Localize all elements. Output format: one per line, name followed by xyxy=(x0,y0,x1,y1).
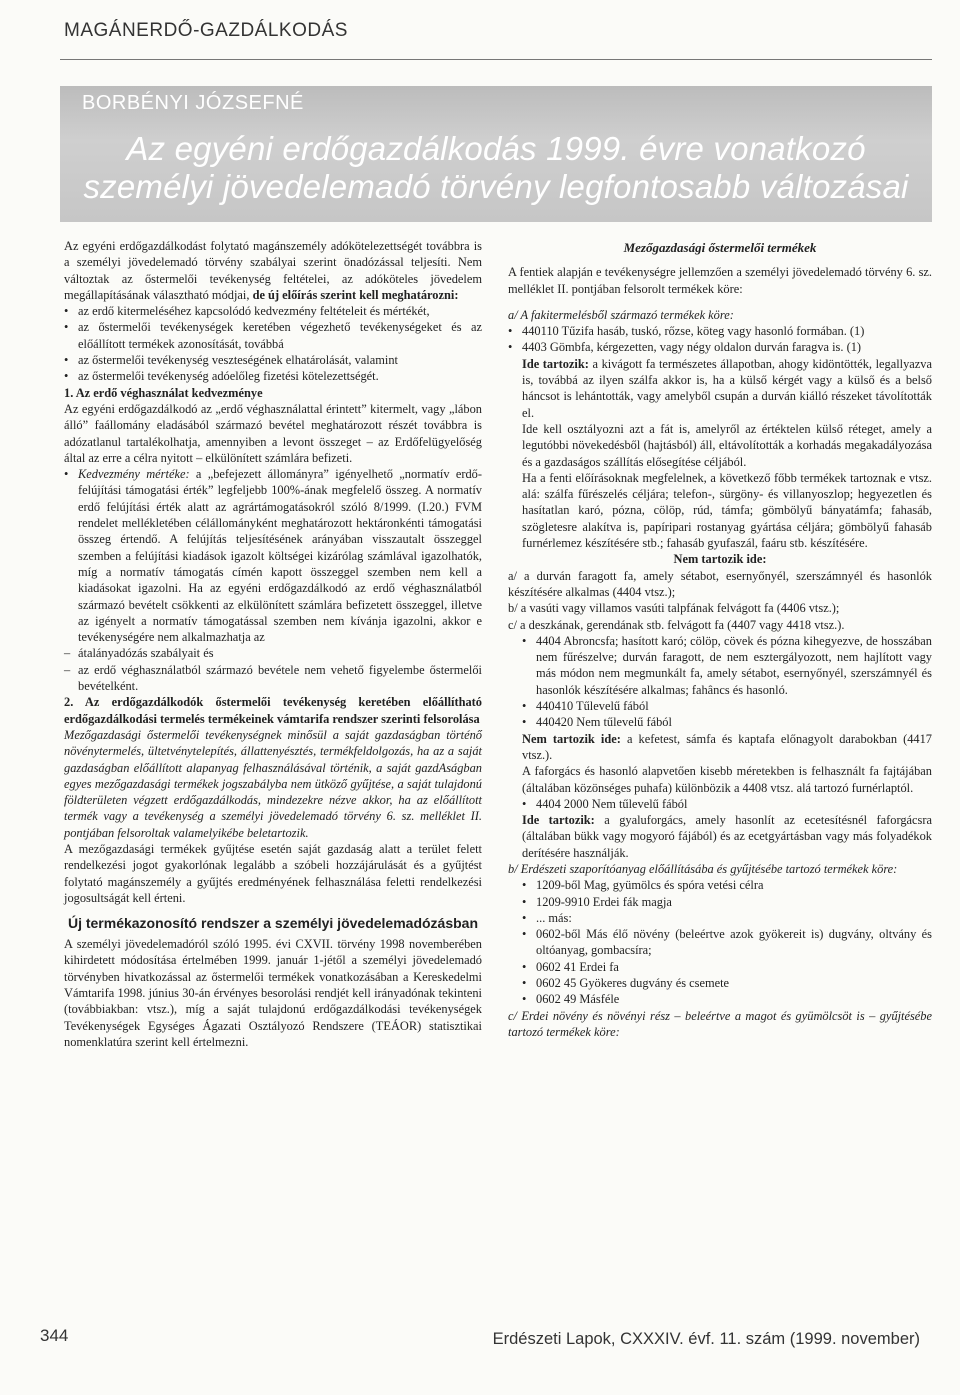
list-item: • az erdő kitermeléséhez kapcsolódó kedvezmény feltételeit és mértékét, xyxy=(64,303,482,319)
left-column xyxy=(64,238,482,1050)
paragraph: c/ a deszkának, gerendának stb. felvágott fa (4407 vagy 4418 vtsz.). xyxy=(508,617,845,632)
list-item: – az erdő véghasználatból származó bevétele nem vehető figyelembe őstermelői bevételként. xyxy=(64,662,482,695)
paragraph: A fentiek alapján e tevékenységre jellemzően a személyi jövedelemadó törvény 6. sz. melléklet II. pontjában felsorolt termékek köre: xyxy=(508,265,932,296)
list-item: • 440110 Tűzifa hasáb, tuskó, rőzse, köteg vagy hasonló formában. (1) xyxy=(508,323,932,339)
heading-3: Új termékazonosító rendszer a személyi jövedelemadózásban xyxy=(67,915,479,932)
journal-citation: Erdészeti Lapok, CXXXIV. évf. 11. szám (1999. november) xyxy=(492,1330,920,1348)
list-item: • 4403 Gömbfa, kérgezetten, vagy négy oldalon durván faragva is. (1) xyxy=(508,339,932,355)
italic-paragraph: Mezőgazdasági őstermelői tevékenységnek minősül a saját gazdaságban történő növénytermelés, ültetvénytelepítés, állattenyésztés, termékfeldolgozás, ha az a saját gazdaságban előállított alapanyag felhasználásával történik, a saját gazdAságban egyes mezőgazdasági termékek jogszabályba nem ütköző gyűjtése, a saját tulajdonú földterületen végzett erdőgazdálkodás, mindezekre nézve akkor, ha az előállított termék vagy a tevékenység a személyi jövedelemadó törvény 6. sz. melléklet II. pontjában felsoroltak valamelyikébe beletartozik. xyxy=(64,727,482,840)
title-line-2: személyi jövedelemadó törvény legfontosabb változásai xyxy=(83,168,909,205)
list-item: • az őstermelői tevékenység veszteségének elhatárolását, valamint xyxy=(64,352,482,368)
header-rule xyxy=(60,59,932,60)
list-item: • az őstermelői tevékenységek keretében végezhető tevékenységeket és az előállított termékek azonosítását, továbbá xyxy=(64,319,482,352)
paragraph: Nem tartozik ide: a kefetest, sámfa és kaptafa előnagyolt darabokban (4417 vtsz.). xyxy=(522,731,933,762)
not-included-heading: Nem tartozik ide: xyxy=(673,552,767,567)
product-list-c xyxy=(508,633,932,731)
paragraph: A faforgács és hasonló alapvetően kisebb méretekben is felhasznált fa fajtájában (általában közönséges puhafa) különbözik a 4408 vtsz. alá tartozó furnérlaptól. xyxy=(522,764,932,795)
paragraph: Ide tartozik: a kivágott fa természetes állapotban, ahogy kidöntötték, legallyazva is, továbbá az ilyen szálfa akkor is, ha a külső kérgét vagy a külső és a belső háncsot is lehántották, vagy amelyből csupán a durván kiálló részeket távolították el. xyxy=(522,356,932,420)
list-item: • 4404 2000 Nem tűlevelű fából xyxy=(522,796,932,812)
list-item: • 0602-ből Más élő növény (beleértve azok gyökereit is) dugvány, oltvány és oltóanyag, gombacsíra; xyxy=(522,926,932,959)
bullet-lead: Kedvezmény mértéke: xyxy=(78,467,190,482)
heading-1: 1. Az erdő véghasználat kedvezménye xyxy=(64,385,263,400)
title-line-1: Az egyéni erdőgazdálkodás 1999. évre vonatkozó xyxy=(126,130,866,167)
paragraph: A személyi jövedelemadóról szóló 1995. évi CXVII. törvény 1998 novemberében kihirdetett módosítása értelmében 1999. január 1-jétől a személyi jövedelemadó törvényben hivatkozással az őstermelői termékek vonatkozásában a Kereskedelmi Vámtarifa 1998. június 30-án érvényes besorolási rendjét kell irányadónak tekinteni (továbbiakban: vtsz.), míg a saját tulajdonú erdőgazdálkodási tevékenységek Tevékenységek Egységes Ágazati Osztályozó Rendszere (TEÁOR) statisztikai nomenklatúra szerint kell értelmezni. xyxy=(64,937,482,1049)
paragraph: a/ a durván faragott fa, amely sétabot, esernyőnyél, szerszámnyél és hasonlók készítésére alkalmas (4404 vtsz.); xyxy=(508,568,932,599)
bullet-discount: • Kedvezmény mértéke: a „befejezett állományra” igényelhető „normatív erdő-felújítási támogatási érték” legfeljebb 100%-ának megfelelő összeg. A normatív erdő felújítási érték alatt az agrártámogatásokról szóló 8/1999. (I.20.) FVM rendelet mellékletében célállományként meghatározott hektáronkénti támogatási összeg értendő. A felújítás teljesítésének arányában visszautalt összeggel szemben a felújítási kiadások igazolt költségei kizárólag számlával igazolhatók, míg a normatív támogatás címén kapott összeggel szemben nem kell a kiadásokat igazolni. Ha az egyéni erdőgazdálkodó az erdő véghasználatból származó bevételt csökkenti az elkülönített számlára befizetett összeggel, illetve az igényelt a normatív támogatással szemben nem kívánja igazolni, akkor e tevékenységére nem alkalmazhatja az xyxy=(64,466,482,645)
list-item: • 0602 45 Gyökeres dugvány és csemete xyxy=(522,975,932,991)
section-title: MAGÁNERDŐ-GAZDÁLKODÁS xyxy=(64,20,348,41)
page-number: 344 xyxy=(40,1326,69,1345)
list-item: • 0602 41 Erdei fa xyxy=(522,959,932,975)
requirements-list xyxy=(64,303,482,384)
right-column xyxy=(508,240,932,1040)
paragraph: Ide kell osztályozni azt a fát is, amelyről az értéktelen külső réteget, amely a legutóbbi növekedésből (hajtásból) áll, eltávolították a korhadás megakadályozása és a gazdaságos szállítás elősegítése céljából. xyxy=(522,421,932,469)
subsection-c: c/ Erdei növény és növényi rész – beleértve a magot és gyümölcsöt is – gyűjtésébe tartozó termékek köre: xyxy=(508,1008,932,1039)
list-item: • 1209-9910 Erdei fák magja xyxy=(522,894,932,910)
paragraph: Ha a fenti előírásoknak megfelelnek, a következő főbb termékek tartoznak e vtsz. alá: szálfa fűrészelés céljára; telefon-, sürgöny- és villanyoszlop; hegyezetlen és hasítatlan karó, pózna, cölöp, rúd, támfa; gömbölyű bányatámfa; fahasáb, szögletesre alakítva is, papíripari rostanyag gyártása céljára; gömbölyű fahasáb furnérlemez készítésére stb.; fahasáb gyufaszál, faáru stb. készítésére. xyxy=(522,470,932,551)
paragraph: Ide tartozik: a gyaluforgács, amely hasonlít az ecetesítésnél faforgácsra (általában bükk vagy mogyoró fájából) és az ecetgyártásban vagy más folyadékok derítésére használják. xyxy=(522,813,932,860)
list-item: • 1209-ből Mag, gyümölcs és spóra vetési célra xyxy=(522,877,932,893)
right-heading: Mezőgazdasági őstermelői termékek xyxy=(623,240,817,255)
author-name: BORBÉNYI JÓZSEFNÉ xyxy=(82,92,304,114)
list-item: • 0602 49 Másféle xyxy=(522,991,932,1007)
list-item: • az őstermelői tevékenység adóelőleg fizetési kötelezettségét. xyxy=(64,368,482,384)
product-list-a xyxy=(508,323,932,356)
dash-list xyxy=(64,645,482,694)
paragraph: A mezőgazdasági termékek gyűjtése esetén saját gazdaság alatt a terület felett rendelkezési jogot gyakorlónak legalább a szóbeli hozzájárulását és a gyűjtést folytató magánszemély a gyűjtés eredményének felhasználása feletti rendelkezési jogosultságát kell érteni. xyxy=(64,841,482,905)
heading-2: 2. Az erdőgazdálkodók őstermelői tevékenység keretében előállítható erdőgazdálkodási termelés termékeinek vámtarifa rendszer szerinti felsorolása xyxy=(64,695,482,726)
article-title xyxy=(60,130,932,206)
product-list-b xyxy=(508,877,932,1007)
list-item: • 4404 Abroncsfa; hasított karó; cölöp, cövek és pózna kihegyezve, de hosszában nem fűrészelve; durván faragott, de nem esztergályozott, nem hajlított vagy más módon nem megmunkált fa, amely sétabot, esernyőnyél, szerszámnyél és hasonlók készítésére alkalmas; fahâncs és hasonló. xyxy=(522,633,932,698)
list-item: – átalányadózás szabályait és xyxy=(64,645,482,661)
title-banner xyxy=(60,86,932,222)
paragraph: Az egyéni erdőgazdálkodó az „erdő véghasználattal érintett” kitermelt, vagy „lábon álló” faállomány eladásából származó bevétel meghatározott részét továbbra is adózatlanul tartalékolhatja, amennyiben a levont összeget – az Erdőfelügyelőség által az erre a célra nyitott – elkülönített számlára befizeti. xyxy=(64,401,482,465)
list-item: • ... más: xyxy=(522,910,932,926)
list-item: • 440410 Tűlevelű fából xyxy=(522,698,932,714)
intro-paragraph: Az egyéni erdőgazdálkodást folytató magánszemély adókötelezettségét továbbra is a személyi jövedelemadó törvény szabályai szerint önadózással teljesíti. Nem változtak az őstermelői tevékenység feltételei, az adóköteles jövedelem megállapításának választható módjai, de új előírás szerint kell meghatározni: xyxy=(64,239,482,302)
subsection-b: b/ Erdészeti szaporítóanyag előállításába és gyűjtésébe tartozó termékek köre: xyxy=(508,861,898,876)
subsection-a: a/ A fakitermelésből származó termékek köre: xyxy=(508,307,734,322)
product-list-c2 xyxy=(508,796,932,812)
list-item: • 440420 Nem tűlevelű fából xyxy=(522,714,932,730)
paragraph: b/ a vasúti vagy villamos vasúti talpfának felvágott fa (4406 vtsz.); xyxy=(508,601,840,616)
